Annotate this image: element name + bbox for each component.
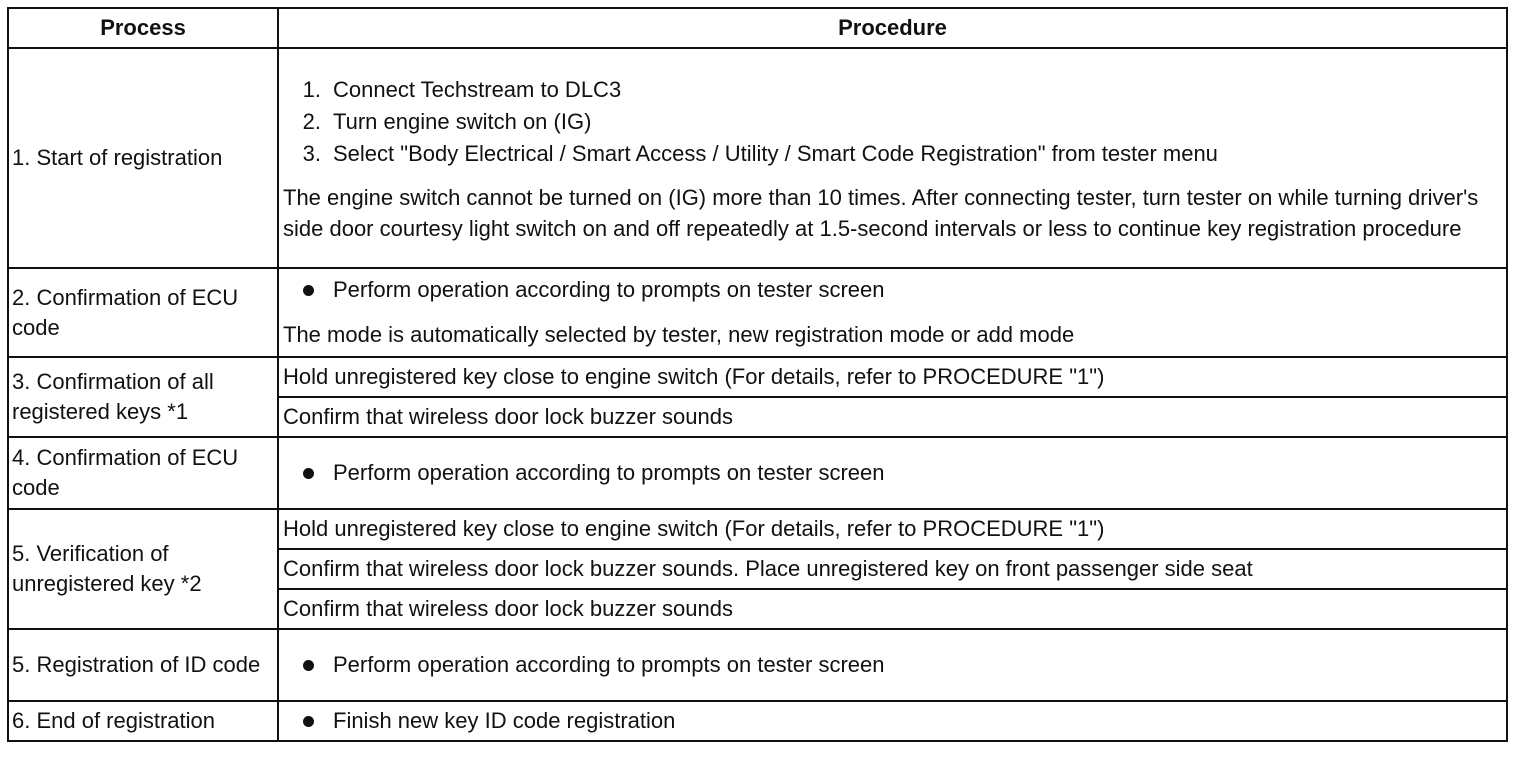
procedure-note: The engine switch cannot be turned on (IG) more than 10 times. After connecting tester, turn tester on while turning driver's side door courtesy light switch on and off repeatedly at 1.5-second intervals or less to continue key registration procedure xyxy=(283,185,1479,241)
procedure-cell: Hold unregistered key close to engine switch (For details, refer to PROCEDURE "1") xyxy=(278,509,1507,549)
bullet-item xyxy=(283,706,1502,736)
table-row xyxy=(8,48,1507,268)
bullet-text: Finish new key ID code registration xyxy=(333,708,676,733)
procedure-cell: Confirm that wireless door lock buzzer sounds xyxy=(278,589,1507,629)
table-row xyxy=(8,268,1507,357)
procedure-cell xyxy=(278,268,1507,357)
bullet-item xyxy=(283,458,1502,488)
bullet-item xyxy=(283,650,1502,680)
process-cell: 4. Confirmation of ECU code xyxy=(8,437,278,509)
process-column-header: Process xyxy=(8,8,278,48)
table-row xyxy=(8,629,1507,701)
step-number: 1. xyxy=(302,77,321,102)
step-list xyxy=(283,68,1502,176)
table-row xyxy=(8,437,1507,509)
step-number: 2. xyxy=(302,109,321,134)
procedure-cell xyxy=(278,437,1507,509)
process-cell: 5. Verification of unregistered key *2 xyxy=(8,509,278,629)
process-cell: 5. Registration of ID code xyxy=(8,629,278,701)
bullet-icon xyxy=(303,285,314,296)
procedure-cell xyxy=(278,629,1507,701)
procedure-note: The mode is automatically selected by tester, new registration mode or add mode xyxy=(283,322,1075,347)
bullet-icon xyxy=(303,660,314,671)
procedure-column-header: Procedure xyxy=(278,8,1507,48)
table-row xyxy=(8,357,1507,397)
process-cell: 2. Confirmation of ECU code xyxy=(8,268,278,357)
step-text: Select "Body Electrical / Smart Access / Utility / Smart Code Registration" from tester menu xyxy=(333,141,1218,166)
procedure-cell xyxy=(278,701,1507,741)
procedure-cell: Confirm that wireless door lock buzzer sounds. Place unregistered key on front passenger side seat xyxy=(278,549,1507,589)
step-text: Turn engine switch on (IG) xyxy=(333,109,592,134)
bullet-text: Perform operation according to prompts on tester screen xyxy=(333,460,885,485)
step-item xyxy=(283,138,1502,170)
bullet-icon xyxy=(303,716,314,727)
step-number: 3. xyxy=(302,141,321,166)
bullet-item xyxy=(283,275,1502,305)
process-cell: 1. Start of registration xyxy=(8,48,278,268)
procedure-cell xyxy=(278,48,1507,268)
process-cell: 6. End of registration xyxy=(8,701,278,741)
step-item xyxy=(283,74,1502,106)
bullet-text: Perform operation according to prompts on tester screen xyxy=(333,652,885,677)
table-header-row xyxy=(8,8,1507,48)
procedure-cell: Confirm that wireless door lock buzzer sounds xyxy=(278,397,1507,437)
bullet-icon xyxy=(303,468,314,479)
procedure-table xyxy=(7,7,1508,742)
bullet-text: Perform operation according to prompts on tester screen xyxy=(333,277,885,302)
table-row xyxy=(8,701,1507,741)
procedure-cell: Hold unregistered key close to engine switch (For details, refer to PROCEDURE "1") xyxy=(278,357,1507,397)
table-row xyxy=(8,509,1507,549)
process-cell: 3. Confirmation of all registered keys *1 xyxy=(8,357,278,437)
step-text: Connect Techstream to DLC3 xyxy=(333,77,622,102)
step-item xyxy=(283,106,1502,138)
